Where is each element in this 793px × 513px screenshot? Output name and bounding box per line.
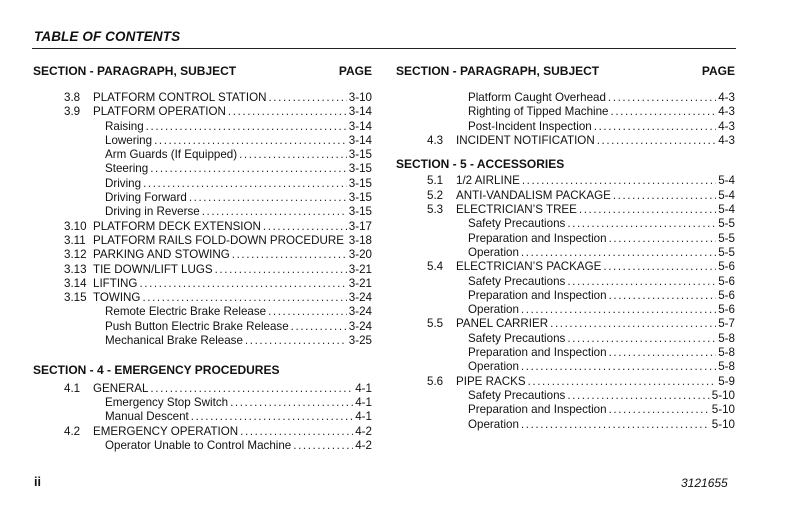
entry-number xyxy=(396,303,468,317)
toc-entry[interactable] xyxy=(396,403,738,417)
toc-entry[interactable] xyxy=(396,418,738,432)
entry-title: Push Button Electric Brake Release xyxy=(105,319,289,333)
toc-entry[interactable] xyxy=(396,360,738,374)
entry-page: 3-14 xyxy=(348,119,372,133)
entry-title: EMERGENCY OPERATION xyxy=(93,424,239,438)
toc-entry[interactable] xyxy=(33,205,375,219)
entry-title: TIE DOWN/LIFT LUGS xyxy=(93,262,213,276)
dot-leader xyxy=(215,263,347,277)
entry-page: 3-14 xyxy=(348,133,372,147)
dot-leader xyxy=(611,105,717,119)
entry-page: 3-15 xyxy=(348,205,372,219)
dot-leader xyxy=(146,120,347,134)
entry-number xyxy=(396,246,468,260)
entry-number xyxy=(396,105,468,119)
dot-leader xyxy=(550,317,716,331)
entry-number xyxy=(33,334,105,348)
dot-leader xyxy=(142,291,346,305)
dot-leader xyxy=(594,120,716,134)
dot-leader xyxy=(268,91,346,105)
entry-page: 5-9 xyxy=(718,374,735,388)
entry-page: 5-8 xyxy=(718,360,735,374)
dot-leader xyxy=(245,334,347,348)
entry-number: 4.2 xyxy=(64,424,81,438)
page-number: ii xyxy=(34,475,41,489)
entry-number xyxy=(396,232,468,246)
dot-leader xyxy=(268,305,347,319)
entry-number: 5.5 xyxy=(427,317,444,331)
title-rule xyxy=(32,48,736,49)
toc-entries xyxy=(33,382,375,453)
entry-number xyxy=(396,332,468,346)
entry-number xyxy=(396,418,468,432)
dot-leader xyxy=(521,418,710,432)
dot-leader xyxy=(202,205,347,219)
entry-title: Preparation and Inspection xyxy=(468,346,607,360)
dot-leader xyxy=(191,410,353,424)
entry-number xyxy=(396,403,468,417)
entry-number xyxy=(33,205,105,219)
dot-leader xyxy=(143,177,347,191)
entry-page: 5-8 xyxy=(718,346,735,360)
toc-entry[interactable] xyxy=(33,148,375,162)
entry-number xyxy=(396,91,468,105)
entry-page: 3-15 xyxy=(348,191,372,205)
toc-entry[interactable] xyxy=(396,203,738,217)
entry-title: Remote Electric Brake Release xyxy=(105,305,267,319)
column-header xyxy=(33,64,375,80)
entry-page: 5-4 xyxy=(718,174,735,188)
toc-entry[interactable] xyxy=(396,389,738,403)
dot-leader xyxy=(232,248,347,262)
entry-page: 3-15 xyxy=(348,162,372,176)
entry-title: Driving Forward xyxy=(105,191,187,205)
toc-entry[interactable] xyxy=(396,174,738,188)
column-header-page: PAGE xyxy=(701,64,735,78)
toc-entry[interactable] xyxy=(33,105,375,119)
dot-leader xyxy=(609,403,710,417)
toc-entry[interactable] xyxy=(396,232,738,246)
toc-entry[interactable] xyxy=(33,410,375,424)
entry-number xyxy=(33,191,105,205)
entry-page: 5-10 xyxy=(711,417,735,431)
toc-entry[interactable] xyxy=(396,246,738,260)
entry-number xyxy=(396,217,468,231)
dot-leader xyxy=(150,162,347,176)
document-number: 3121655 xyxy=(681,476,728,490)
dot-leader xyxy=(597,134,717,148)
entry-number xyxy=(396,360,468,374)
entry-number: 5.1 xyxy=(427,174,444,188)
dot-leader xyxy=(528,375,717,389)
entry-title: Safety Precautions xyxy=(468,274,566,288)
toc-entries xyxy=(396,174,738,431)
entry-page: 3-15 xyxy=(348,176,372,190)
entry-number: 5.3 xyxy=(427,203,444,217)
toc-entry[interactable] xyxy=(33,425,375,439)
entry-title: Operation xyxy=(468,245,519,259)
dot-leader xyxy=(613,189,716,203)
entry-number xyxy=(33,134,105,148)
dot-leader xyxy=(150,382,353,396)
dot-leader xyxy=(240,425,353,439)
toc-entry[interactable] xyxy=(33,120,375,134)
toc-entry[interactable] xyxy=(396,120,738,134)
column-header xyxy=(396,64,738,80)
section-heading: SECTION - 5 - ACCESSORIES xyxy=(396,157,565,172)
dot-leader xyxy=(521,303,716,317)
entry-title: PLATFORM OPERATION xyxy=(93,105,226,119)
entry-page: 5-6 xyxy=(718,274,735,288)
toc-entry[interactable] xyxy=(396,346,738,360)
entry-number: 3.12 xyxy=(64,248,87,262)
entry-page: 4-1 xyxy=(355,410,372,424)
entry-title: INCIDENT NOTIFICATION xyxy=(456,133,595,147)
entry-number: 5.6 xyxy=(427,374,444,388)
entry-page: 4-3 xyxy=(718,119,735,133)
entry-number xyxy=(396,275,468,289)
entry-title: Driving xyxy=(105,176,142,190)
dot-leader xyxy=(521,360,716,374)
toc-entry[interactable] xyxy=(33,305,375,319)
toc-entry[interactable] xyxy=(33,191,375,205)
entry-page: 3-15 xyxy=(348,148,372,162)
dot-leader xyxy=(567,332,716,346)
dot-leader xyxy=(139,277,346,291)
entry-title: Operation xyxy=(468,360,519,374)
entry-page: 5-6 xyxy=(718,260,735,274)
dot-leader xyxy=(567,217,716,231)
entry-page: 3-10 xyxy=(348,91,372,104)
entry-number: 4.3 xyxy=(427,133,444,147)
entry-number xyxy=(396,120,468,134)
entry-title: PANEL CARRIER xyxy=(456,317,549,331)
dot-leader xyxy=(522,174,716,188)
entry-title: Safety Precautions xyxy=(468,331,566,345)
toc-entry[interactable] xyxy=(396,91,738,105)
entry-page: 4-3 xyxy=(718,91,735,104)
entry-number: 3.15 xyxy=(64,291,87,305)
entry-page: 5-5 xyxy=(718,245,735,259)
entry-page: 4-1 xyxy=(355,395,372,409)
toc-entry[interactable] xyxy=(396,260,738,274)
entry-page: 3-24 xyxy=(348,305,372,319)
entry-number xyxy=(33,305,105,319)
dot-leader xyxy=(609,232,717,246)
toc-entry[interactable] xyxy=(396,275,738,289)
entry-number: 4.1 xyxy=(64,381,81,395)
toc-entry[interactable] xyxy=(33,177,375,191)
entry-page: 5-6 xyxy=(718,288,735,302)
toc-entry[interactable] xyxy=(33,234,375,248)
entry-title: Emergency Stop Switch xyxy=(105,395,229,409)
entry-page: 3-20 xyxy=(348,248,372,262)
entry-title: Safety Precautions xyxy=(468,217,566,231)
toc-entry[interactable] xyxy=(33,248,375,262)
column-header-section: SECTION - PARAGRAPH, SUBJECT xyxy=(33,64,237,78)
entry-title: Mechanical Brake Release xyxy=(105,334,243,348)
toc-entry[interactable] xyxy=(396,189,738,203)
entry-number xyxy=(396,389,468,403)
dot-leader xyxy=(346,234,347,248)
entry-number: 3.8 xyxy=(64,91,81,104)
entry-title: Preparation and Inspection xyxy=(468,403,607,417)
entry-page: 5-10 xyxy=(711,403,735,417)
entry-number: 3.10 xyxy=(64,219,87,233)
entry-page: 3-14 xyxy=(348,105,372,119)
dot-leader xyxy=(293,439,353,453)
entry-title: PLATFORM CONTROL STATION xyxy=(93,91,267,104)
entry-title: ELECTRICIAN’S TREE xyxy=(456,203,577,217)
entry-title: Safety Precautions xyxy=(468,388,566,402)
entry-number: 5.2 xyxy=(427,188,444,202)
dot-leader xyxy=(521,246,716,260)
entry-title: Righting of Tipped Machine xyxy=(468,105,609,119)
entry-number xyxy=(33,439,105,453)
toc-entry[interactable] xyxy=(396,332,738,346)
dot-leader xyxy=(291,320,347,334)
entry-title: Operation xyxy=(468,303,519,317)
entry-page: 3-24 xyxy=(348,291,372,305)
entry-title: Arm Guards (If Equipped) xyxy=(105,148,238,162)
toc-entry[interactable] xyxy=(396,217,738,231)
entry-page: 5-7 xyxy=(718,317,735,331)
toc-entry[interactable] xyxy=(33,91,375,105)
entry-page: 3-25 xyxy=(348,334,372,348)
entry-title: PIPE RACKS xyxy=(456,374,526,388)
toc-entry[interactable] xyxy=(396,303,738,317)
entry-title: Operator Unable to Control Machine xyxy=(105,438,292,452)
column-header-section: SECTION - PARAGRAPH, SUBJECT xyxy=(396,64,600,78)
dot-leader xyxy=(228,105,347,119)
entry-page: 4-3 xyxy=(718,105,735,119)
entry-page: 3-21 xyxy=(348,276,372,290)
toc-entry[interactable] xyxy=(33,291,375,305)
entry-number xyxy=(396,346,468,360)
entry-number: 3.13 xyxy=(64,262,87,276)
toc-left-column xyxy=(33,64,375,453)
toc-entry[interactable] xyxy=(33,263,375,277)
toc-entry[interactable] xyxy=(396,105,738,119)
toc-entry[interactable] xyxy=(33,162,375,176)
entry-number xyxy=(33,120,105,134)
entry-title: Post-Incident Inspection xyxy=(468,119,592,133)
dot-leader xyxy=(263,220,347,234)
dot-leader xyxy=(230,396,353,410)
entry-page: 5-10 xyxy=(711,388,735,402)
entry-page: 3-24 xyxy=(348,319,372,333)
toc-entry[interactable] xyxy=(33,220,375,234)
entry-page: 5-6 xyxy=(718,303,735,317)
entry-page: 5-5 xyxy=(718,231,735,245)
entry-page: 3-18 xyxy=(348,233,372,247)
entry-number: 3.14 xyxy=(64,276,87,290)
entry-title: Preparation and Inspection xyxy=(468,288,607,302)
dot-leader xyxy=(609,289,717,303)
dot-leader xyxy=(609,346,717,360)
toc-entry[interactable] xyxy=(396,289,738,303)
entry-title: Lowering xyxy=(105,133,153,147)
entry-number xyxy=(396,289,468,303)
entry-page: 5-8 xyxy=(718,331,735,345)
entry-page: 4-1 xyxy=(355,381,372,395)
entry-page: 4-2 xyxy=(355,438,372,452)
dot-leader xyxy=(603,260,716,274)
entry-title: Steering xyxy=(105,162,149,176)
dot-leader xyxy=(608,91,716,105)
toc-entry[interactable] xyxy=(396,375,738,389)
toc-entries xyxy=(396,91,738,148)
toc-entry[interactable] xyxy=(33,334,375,348)
entry-page: 5-5 xyxy=(718,217,735,231)
dot-leader xyxy=(239,148,347,162)
toc-entry[interactable] xyxy=(33,396,375,410)
entry-title: Raising xyxy=(105,119,144,133)
entry-title: LIFTING xyxy=(93,276,138,290)
entry-page: 3-17 xyxy=(348,219,372,233)
entry-title: Driving in Reverse xyxy=(105,205,200,219)
toc-entry[interactable] xyxy=(33,134,375,148)
entry-page: 4-2 xyxy=(355,424,372,438)
page-title: TABLE OF CONTENTS xyxy=(34,29,181,44)
entry-title: PARKING AND STOWING xyxy=(93,248,230,262)
entry-title: 1/2 AIRLINE xyxy=(456,174,520,188)
toc-entry[interactable] xyxy=(33,277,375,291)
entry-title: GENERAL xyxy=(93,381,149,395)
entry-number: 5.4 xyxy=(427,260,444,274)
entry-page: 3-21 xyxy=(348,262,372,276)
entry-number: 3.11 xyxy=(64,233,86,247)
toc-entry[interactable] xyxy=(33,439,375,453)
entry-number xyxy=(33,162,105,176)
entry-title: ANTI-VANDALISM PACKAGE xyxy=(456,188,611,202)
dot-leader xyxy=(567,389,709,403)
toc-entry[interactable] xyxy=(33,320,375,334)
entry-title: TOWING xyxy=(93,291,141,305)
column-header-page: PAGE xyxy=(338,64,372,78)
entry-title: Manual Descent xyxy=(105,410,189,424)
entry-title: PLATFORM RAILS FOLD-DOWN PROCEDURE xyxy=(93,233,345,247)
entry-number xyxy=(33,320,105,334)
entry-number xyxy=(33,396,105,410)
toc-right-column xyxy=(396,64,738,432)
toc-entry[interactable] xyxy=(396,134,738,148)
entry-title: Platform Caught Overhead xyxy=(468,91,606,104)
entry-title: Preparation and Inspection xyxy=(468,231,607,245)
toc-entries xyxy=(33,91,375,348)
dot-leader xyxy=(189,191,347,205)
entry-number xyxy=(33,148,105,162)
entry-page: 5-4 xyxy=(718,203,735,217)
entry-number xyxy=(33,177,105,191)
entry-title: PLATFORM DECK EXTENSION xyxy=(93,219,261,233)
dot-leader xyxy=(567,275,716,289)
toc-entry[interactable] xyxy=(33,382,375,396)
section-heading: SECTION - 4 - EMERGENCY PROCEDURES xyxy=(33,363,280,378)
entry-page: 5-4 xyxy=(718,188,735,202)
entry-number xyxy=(33,410,105,424)
entry-page: 4-3 xyxy=(718,133,735,147)
dot-leader xyxy=(154,134,347,148)
entry-number: 3.9 xyxy=(64,105,81,119)
entry-title: ELECTRICIAN’S PACKAGE xyxy=(456,260,602,274)
dot-leader xyxy=(579,203,716,217)
toc-entry[interactable] xyxy=(396,317,738,331)
entry-title: Operation xyxy=(468,417,519,431)
